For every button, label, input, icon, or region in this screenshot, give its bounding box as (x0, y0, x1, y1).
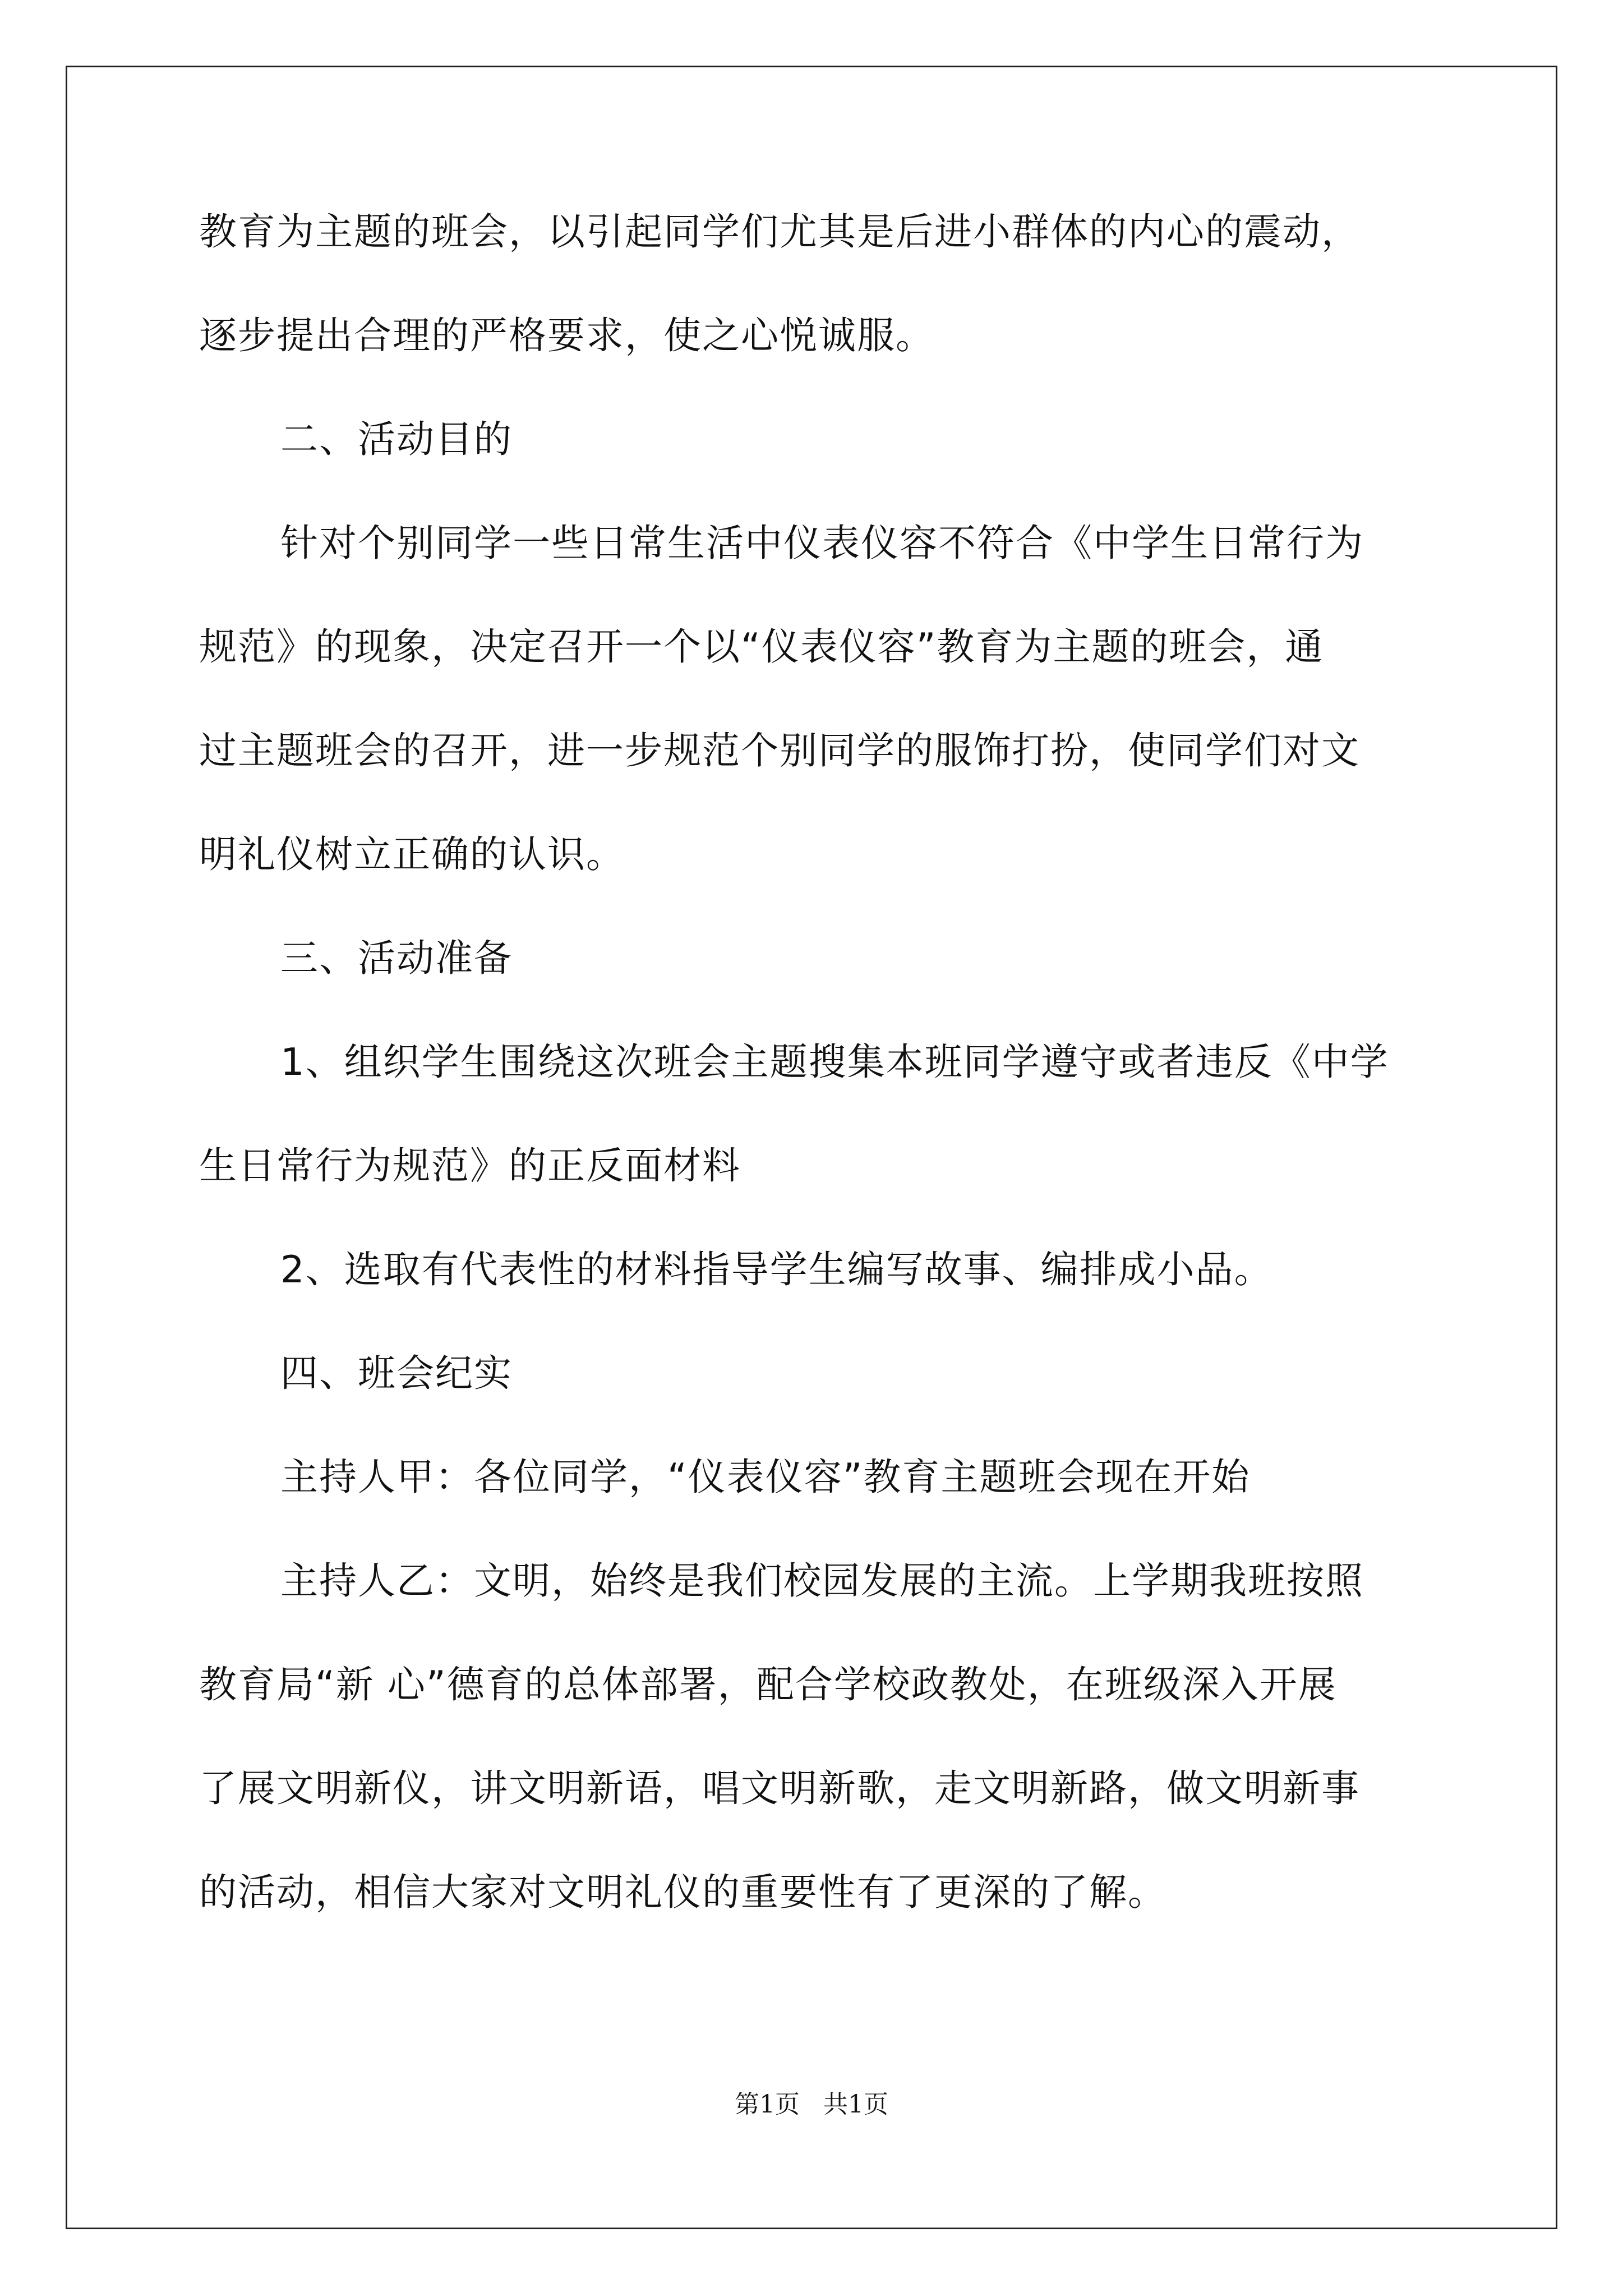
paragraph-line: 生日常行为规范》的正反面材料 (199, 1144, 741, 1188)
paragraph-line: 明礼仪树立正确的认识。 (199, 832, 625, 876)
paragraph-line: 主持人乙：文明，始终是我们校园发展的主流。上学期我班按照 (280, 1559, 1364, 1603)
paragraph-line: 针对个别同学一些日常生活中仪表仪容不符合《中学生日常行为 (280, 521, 1364, 565)
paragraph-line: 规范》的现象，决定召开一个以“仪表仪容”教育为主题的班会，通 (199, 625, 1324, 669)
paragraph-line: 逐步提出合理的严格要求，使之心悦诚服。 (199, 314, 934, 357)
paragraph-line: 教育局“新 心”德育的总体部署，配合学校政教处，在班级深入开展 (199, 1663, 1337, 1706)
paragraph-line: 主持人甲：各位同学，“仪表仪容”教育主题班会现在开始 (280, 1455, 1251, 1499)
section-heading: 二、活动目的 (280, 417, 513, 461)
paragraph-line: 教育为主题的班会，以引起同学们尤其是后进小群体的内心的震动， (199, 210, 1360, 254)
paragraph-line: 2、选取有代表性的材料指导学生编写故事、编排成小品。 (280, 1248, 1273, 1291)
paragraph-line: 了展文明新仪，讲文明新语，唱文明新歌，走文明新路，做文明新事 (199, 1766, 1360, 1810)
page-footer: 第1页 共1页 (735, 2090, 888, 2119)
paragraph-line: 1、组织学生围绕这次班会主题搜集本班同学遵守或者违反《中学 (280, 1040, 1389, 1084)
section-heading: 四、班会纪实 (280, 1351, 513, 1395)
paragraph-line: 过主题班会的召开，进一步规范个别同学的服饰打扮，使同学们对文 (199, 729, 1360, 772)
paragraph-line: 的活动，相信大家对文明礼仪的重要性有了更深的了解。 (199, 1870, 1166, 1914)
section-heading: 三、活动准备 (280, 936, 513, 980)
